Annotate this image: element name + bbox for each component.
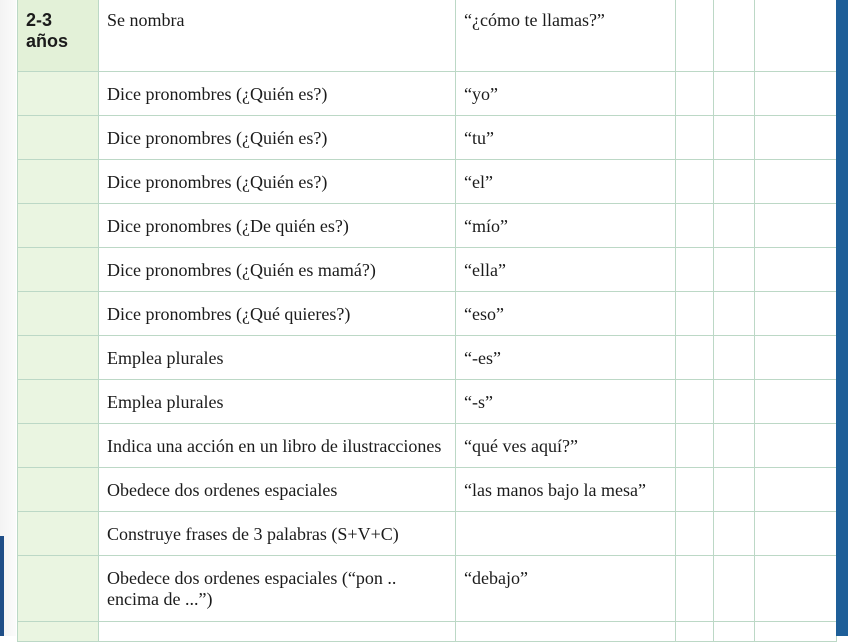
table-row xyxy=(18,204,837,248)
check-cell[interactable] xyxy=(676,556,714,622)
example-cell: “eso” xyxy=(456,292,676,336)
check-cell[interactable] xyxy=(714,116,755,160)
check-cell[interactable] xyxy=(755,622,837,642)
table-row xyxy=(18,116,837,160)
check-cell[interactable] xyxy=(714,72,755,116)
behavior-cell: Se nombra xyxy=(99,0,456,72)
example-cell xyxy=(456,622,676,642)
behavior-cell: Dice pronombres (¿Quién es?) xyxy=(99,160,456,204)
example-cell: “qué ves aquí?” xyxy=(456,424,676,468)
behavior-cell: Obedece dos ordenes espaciales xyxy=(99,468,456,512)
behavior-cell xyxy=(99,622,456,642)
behavior-cell: Dice pronombres (¿Quién es mamá?) xyxy=(99,248,456,292)
example-cell: “ella” xyxy=(456,248,676,292)
window-right-edge xyxy=(836,0,848,636)
behavior-cell: Emplea plurales xyxy=(99,380,456,424)
example-cell: “yo” xyxy=(456,72,676,116)
table-row xyxy=(18,556,837,622)
age-empty-cell xyxy=(18,424,99,468)
check-cell[interactable] xyxy=(676,622,714,642)
check-cell[interactable] xyxy=(676,468,714,512)
example-cell: “mío” xyxy=(456,204,676,248)
check-cell[interactable] xyxy=(755,512,837,556)
example-cell xyxy=(456,512,676,556)
check-cell[interactable] xyxy=(676,248,714,292)
table-row xyxy=(18,336,837,380)
check-cell[interactable] xyxy=(755,424,837,468)
check-cell[interactable] xyxy=(676,72,714,116)
age-empty-cell xyxy=(18,292,99,336)
check-cell[interactable] xyxy=(714,424,755,468)
check-cell[interactable] xyxy=(755,336,837,380)
table-row xyxy=(18,468,837,512)
check-cell[interactable] xyxy=(714,292,755,336)
example-cell: “-es” xyxy=(456,336,676,380)
age-group-range: 2-3 xyxy=(26,10,53,30)
example-cell: “debajo” xyxy=(456,556,676,622)
table-row xyxy=(18,72,837,116)
age-empty-cell xyxy=(18,160,99,204)
table-row xyxy=(18,160,837,204)
check-cell[interactable] xyxy=(714,204,755,248)
example-cell: “¿cómo te llamas?” xyxy=(456,0,676,72)
behavior-cell: Emplea plurales xyxy=(99,336,456,380)
behavior-cell: Construye frases de 3 palabras (S+V+C) xyxy=(99,512,456,556)
check-cell[interactable] xyxy=(676,336,714,380)
check-cell[interactable] xyxy=(755,72,837,116)
age-empty-cell xyxy=(18,336,99,380)
check-cell[interactable] xyxy=(676,204,714,248)
age-empty-cell xyxy=(18,468,99,512)
check-cell[interactable] xyxy=(755,468,837,512)
table-row xyxy=(18,380,837,424)
age-empty-cell xyxy=(18,72,99,116)
check-cell[interactable] xyxy=(714,512,755,556)
age-empty-cell xyxy=(18,248,99,292)
check-cell[interactable] xyxy=(714,556,755,622)
check-cell[interactable] xyxy=(676,512,714,556)
check-cell[interactable] xyxy=(676,292,714,336)
check-cell[interactable] xyxy=(755,248,837,292)
check-cell[interactable] xyxy=(755,292,837,336)
table-body xyxy=(18,0,837,642)
left-accent-bar xyxy=(0,536,4,636)
table-row xyxy=(18,248,837,292)
check-cell[interactable] xyxy=(755,116,837,160)
check-cell[interactable] xyxy=(676,116,714,160)
check-cell[interactable] xyxy=(714,380,755,424)
age-group-unit: años xyxy=(26,31,69,51)
check-cell[interactable] xyxy=(676,0,714,72)
check-cell[interactable] xyxy=(714,0,755,72)
check-cell[interactable] xyxy=(755,556,837,622)
check-cell[interactable] xyxy=(676,380,714,424)
check-cell[interactable] xyxy=(714,160,755,204)
development-milestones-table xyxy=(17,0,837,642)
behavior-cell: Dice pronombres (¿Quién es?) xyxy=(99,72,456,116)
table-row xyxy=(18,622,837,642)
age-empty-cell xyxy=(18,512,99,556)
age-empty-cell xyxy=(18,204,99,248)
table-row xyxy=(18,424,837,468)
age-empty-cell xyxy=(18,622,99,642)
check-cell[interactable] xyxy=(676,424,714,468)
check-cell[interactable] xyxy=(755,380,837,424)
behavior-cell: Obedece dos ordenes espaciales (“pon .. encima de ...”) xyxy=(99,556,456,622)
example-cell: “las manos bajo la mesa” xyxy=(456,468,676,512)
check-cell[interactable] xyxy=(714,622,755,642)
check-cell[interactable] xyxy=(714,248,755,292)
table-row xyxy=(18,512,837,556)
check-cell[interactable] xyxy=(676,160,714,204)
check-cell[interactable] xyxy=(755,0,837,72)
example-cell: “el” xyxy=(456,160,676,204)
check-cell[interactable] xyxy=(714,336,755,380)
example-cell: “-s” xyxy=(456,380,676,424)
behavior-cell: Dice pronombres (¿Quién es?) xyxy=(99,116,456,160)
table-row xyxy=(18,0,837,72)
age-empty-cell xyxy=(18,116,99,160)
behavior-cell: Indica una acción en un libro de ilustracciones xyxy=(99,424,456,468)
check-cell[interactable] xyxy=(755,160,837,204)
age-group-cell xyxy=(18,0,99,72)
age-empty-cell xyxy=(18,556,99,622)
behavior-cell: Dice pronombres (¿De quién es?) xyxy=(99,204,456,248)
age-empty-cell xyxy=(18,380,99,424)
check-cell[interactable] xyxy=(714,468,755,512)
behavior-cell: Dice pronombres (¿Qué quieres?) xyxy=(99,292,456,336)
example-cell: “tu” xyxy=(456,116,676,160)
check-cell[interactable] xyxy=(755,204,837,248)
table-row xyxy=(18,292,837,336)
